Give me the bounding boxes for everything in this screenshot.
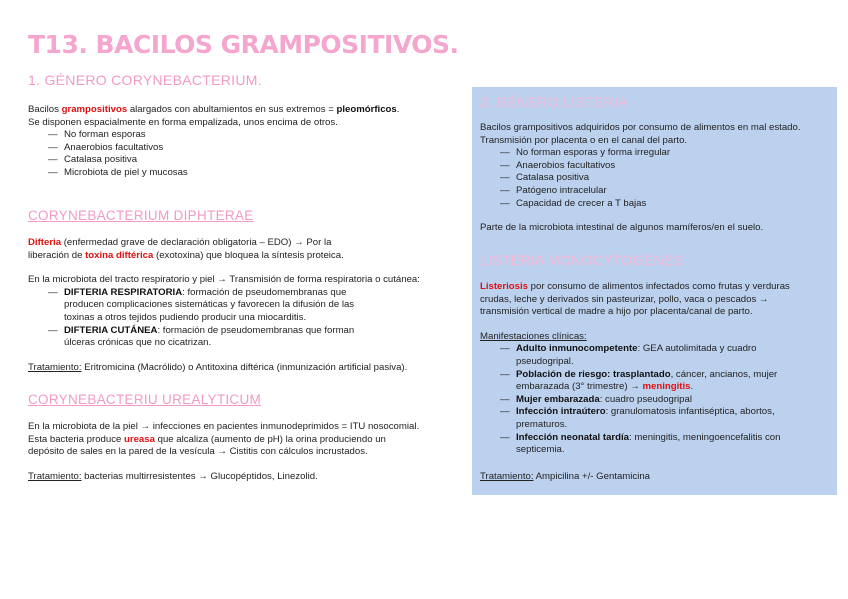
list-item: — Infección neonatal tardía: meningitis, meningoencefalitis con septicemia. [500,432,832,457]
corynebacterium-section [28,104,468,180]
diphterae-para2: liberación de toxina diftérica (exotoxina) que bloquea la síntesis proteica. [28,249,344,261]
keyword-toxina-difterica: toxina diftérica [85,249,154,261]
diphterae-heading: CORYNEBACTERIUM DIPHTERAE [28,208,254,223]
list-item: — Mujer embarazada: cuadro pseudogripal [500,394,832,407]
corynebacterium-heading: 1. GÉNERO CORYNEBACTERIUM. [28,72,262,88]
monocytogenes-para3: transmisión vertical de madre a hijo por placenta/canal de parto. [480,306,753,318]
list-item: — Población de riesgo: trasplantado, cáncer, ancianos, mujer embarazada (3° trimestre) → meningitis. [500,369,832,394]
diphterae-section [28,237,468,374]
diphterae-treatment: Tratamiento: Eritromicina (Macrólido) o Antitoxina diftérica (inmunización artificial pasiva). [28,361,408,373]
listeria-treatment: Tratamiento: Ampicilina +/- Gentamicina [480,470,651,482]
listeria-para2: Transmisión por placenta o en el canal del parto. [480,134,688,146]
list-item: — Infección intraútero: granulomatosis infantiséptica, abortos, prematuros. [500,406,832,431]
manifestations-list [480,343,832,456]
keyword-difteria: Difteria [28,237,62,248]
manifestations-label: Manifestaciones clínicas: [480,330,587,342]
listeria-para3: Parte de la microbiota intestinal de algunos mamíferos/en el suelo. [480,222,764,234]
listeria-para1: Bacilos grampositivos adquiridos por consumo de alimentos en mal estado. [480,122,801,133]
keyword-pleomorficos: pleomórficos [336,104,397,115]
list-item: — Catalasa positiva [500,172,832,185]
monocytogenes-para2: crudas, leche y derivados sin pasteurizar, pollo, vaca o pescados → [480,293,769,305]
page-title: T13. BACILOS GRAMPOSITIVOS. [28,30,459,59]
monocytogenes-para1: Listeriosis por consumo de alimentos infectados como frutas y verduras [480,281,790,292]
monocytogenes-section [480,281,832,483]
listeria-heading: 2. GÉNERO LISTERIA [480,94,628,110]
list-item: — No forman esporas y forma irregular [500,147,832,160]
list-item: — Anaerobios facultativos [48,142,468,155]
list-item: — Patógeno intracelular [500,185,832,198]
list-item: — DIFTERIA CUTÁNEA: formación de pseudomembranas que forman úlceras crónicas que no cicatrizan. [48,325,468,350]
listeria-section [480,122,832,235]
urealyticum-para3: depósito de sales en la pared de la vesícula → Cistitis con cálculos incrustados. [28,446,368,458]
diphterae-para1: Difteria (enfermedad grave de declaración obligatoria – EDO) → Por la [28,237,332,248]
corynebacterium-intro-line1: Bacilos grampositivos alargados con abultamientos en sus extremos = pleomórficos. [28,104,400,115]
corynebacterium-characteristics-list [28,129,468,179]
keyword-grampositivos: grampositivos [61,104,128,115]
urealyticum-treatment: Tratamiento: bacterias multirresistentes → Glucopéptidos, Linezolid. [28,470,318,482]
urealyticum-para2: Esta bacteria produce ureasa que alcaliza (aumento de pH) la orina produciendo un [28,433,386,445]
difteria-types-list [28,287,468,350]
keyword-listeriosis: Listeriosis [480,281,528,292]
list-item: — No forman esporas [48,129,468,142]
list-item: — Capacidad de crecer a T bajas [500,198,832,211]
urealyticum-heading: CORYNEBACTERIU UREALYTICUM [28,392,262,407]
list-item: — Adulto inmunocompetente: GEA autolimitada y cuadro pseudogripal. [500,343,832,368]
list-item: — DIFTERIA RESPIRATORIA: formación de pseudomembranas que producen complicaciones sistemáticas y favorecen la difusión de las toxinas a otros tejidos pudiendo producir una miocarditis. [48,287,468,325]
list-item: — Anaerobios facultativos [500,160,832,173]
diphterae-para3: En la microbiota del tracto respiratorio y piel → Transmisión de forma respiratoria o cutánea: [28,274,420,286]
keyword-meningitis: meningitis [642,381,691,393]
corynebacterium-intro-line2: Se disponen espacialmente en forma empalizada, unos encima de otros. [28,116,338,128]
keyword-ureasa: ureasa [124,433,155,445]
listeria-characteristics-list [480,147,832,210]
list-item: — Microbiota de piel y mucosas [48,167,468,180]
urealyticum-para1: En la microbiota de la piel → infecciones en pacientes inmunodeprimidos = ITU nosocomial. [28,421,420,432]
urealyticum-section [28,421,468,483]
monocytogenes-heading: LISTERIA MONOCYTOGENES [480,252,684,268]
list-item: — Catalasa positiva [48,154,468,167]
